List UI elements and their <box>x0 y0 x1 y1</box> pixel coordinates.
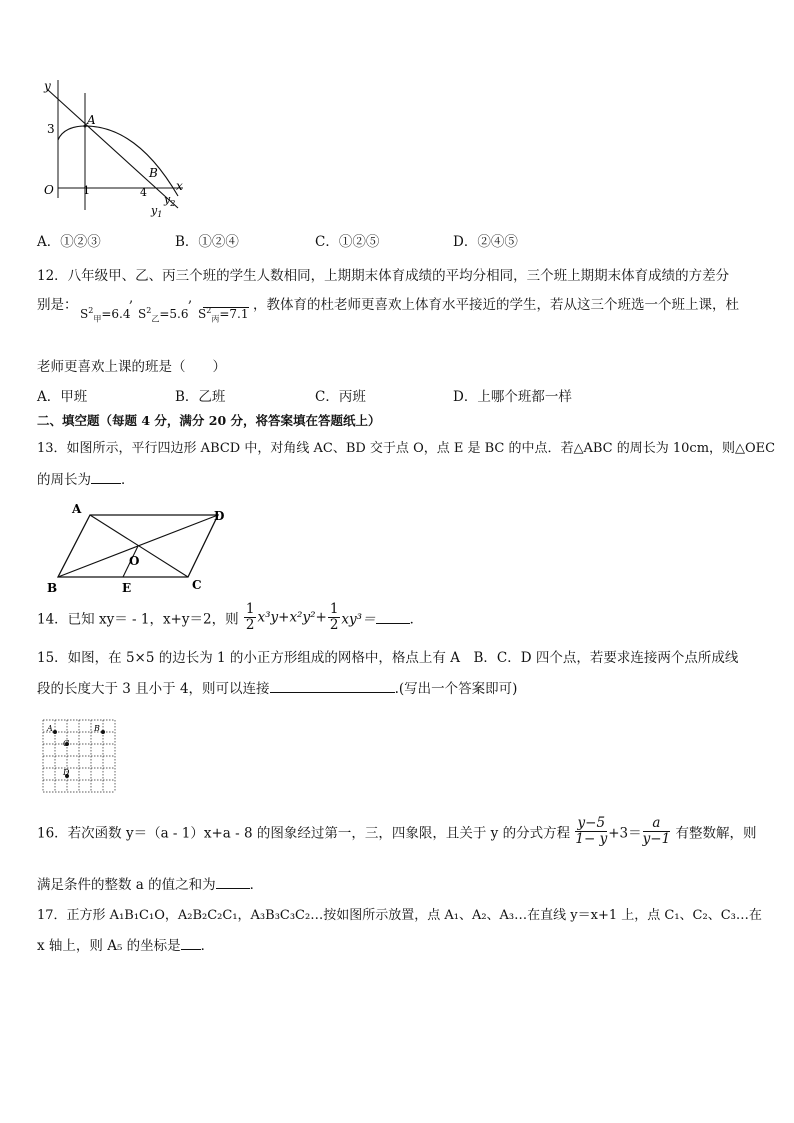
q11-option-c: C．①②⑤ <box>315 234 380 250</box>
fig1-label-y: y <box>44 79 51 93</box>
q15-line2: 段的长度大于 3 且小于 4，则可以连接 .(写出一个答案即可) <box>37 681 518 697</box>
q12-line2-prefix: 别是： <box>37 297 78 313</box>
fig1-label-B: B <box>149 166 158 180</box>
q15-label-A: A <box>47 724 53 733</box>
q12-variance-bing: $S^2_丙=7.1$ <box>198 306 249 324</box>
fig1-label-y1-sub: 1 <box>157 210 163 219</box>
q11-option-b: B．①②④ <box>175 234 239 250</box>
q12-variance-yi: $S^2_乙=5.6$ <box>138 306 189 324</box>
q15-label-D: D <box>63 768 70 777</box>
q12-line3: 老师更喜欢上课的班是（ ） <box>37 359 226 375</box>
fig1-label-O: O <box>44 183 54 197</box>
fig1-label-y2-sub: 2 <box>170 199 176 208</box>
q12-option-b: B．乙班 <box>175 389 226 405</box>
q12-option-c: C．丙班 <box>315 389 366 405</box>
q12-variance-jia: $S^2_甲=6.4$ <box>80 306 131 324</box>
fig1-label-y1: y <box>151 204 158 217</box>
q16-line1: 16．若次函数 y＝（a - 1）x+a - 8 的图象经过第一，三，四象限，且关于 y 的分式方程 $\frac{y-5}{1- y}$ +3＝ $\frac{a}{y-1}$ 有整数解，则 <box>37 815 757 847</box>
q13-label-D: D <box>214 509 225 523</box>
q13-line1: 13．如图所示，平行四边形 ABCD 中，对角线 AC、BD 交于点 O，点 E 是 BC 的中点．若△ABC 的周长为 10cm，则△OEC <box>37 441 776 456</box>
q12-option-d: D．上哪个班都一样 <box>453 389 572 405</box>
section2-title: 二、填空题（每题 4 分，满分 20 分，将答案填在答题纸上） <box>37 413 381 428</box>
fig1-label-3: 3 <box>47 122 55 136</box>
q14-line: 14．已知 xy＝ - 1，x+y＝2，则 $\frac{1}{2}$ x³y+x²y²+ $\frac{1}{2}$ xy³＝ ． <box>37 601 424 633</box>
fig1-label-x: x <box>176 179 183 193</box>
function-graph-figure <box>28 78 198 223</box>
q11-option-a: A．①②③ <box>37 234 101 250</box>
q15-label-C: C <box>63 739 70 748</box>
q12-option-a: A．甲班 <box>37 389 88 405</box>
q13-label-C: C <box>192 578 202 592</box>
q13-label-B: B <box>47 581 58 595</box>
grid-figure <box>42 718 118 798</box>
q13-label-O: O <box>129 554 140 568</box>
fig1-label-y2: y <box>164 193 171 206</box>
q15-label-B: B <box>94 724 100 733</box>
fig1-label-1: 1 <box>83 184 90 197</box>
q13-label-A: A <box>72 502 82 516</box>
q17-line2: x 轴上，则 A₅ 的坐标是 ． <box>37 938 215 954</box>
q15-line1: 15．如图，在 5×5 的边长为 1 的小正方形组成的网格中，格点上有 A B．C．D 四个点，若要求连接两个点所成线 <box>37 650 739 666</box>
q13-line2: 的周长为 ． <box>37 472 135 488</box>
q13-label-E: E <box>122 581 132 595</box>
fig1-label-A: A <box>87 113 96 127</box>
q17-line1: 17．正方形 A₁B₁C₁O，A₂B₂C₂C₁，A₃B₃C₃C₂…按如图所示放置，点 A₁、A₂、A₃…在直线 y＝x+1 上，点 C₁、C₂、C₃…在 <box>37 908 762 923</box>
q12-line2-suffix: ，教体育的杜老师更喜欢上体育水平接近的学生，若从这三个班选一个班上课，杜 <box>253 297 739 313</box>
parallelogram-figure <box>40 500 240 600</box>
q16-line2: 满足条件的整数 a 的值之和为 ． <box>37 877 264 893</box>
fig1-label-4: 4 <box>140 186 147 199</box>
svg-text:y1 <box>150 204 162 219</box>
q12-line1: 12．八年级甲、乙、丙三个班的学生人数相同，上期期末体育成绩的平均分相同，三个班上期期末体育成绩的方差分 <box>37 268 730 284</box>
q11-option-d: D．②④⑤ <box>453 234 518 250</box>
svg-text:y2 <box>163 193 175 208</box>
